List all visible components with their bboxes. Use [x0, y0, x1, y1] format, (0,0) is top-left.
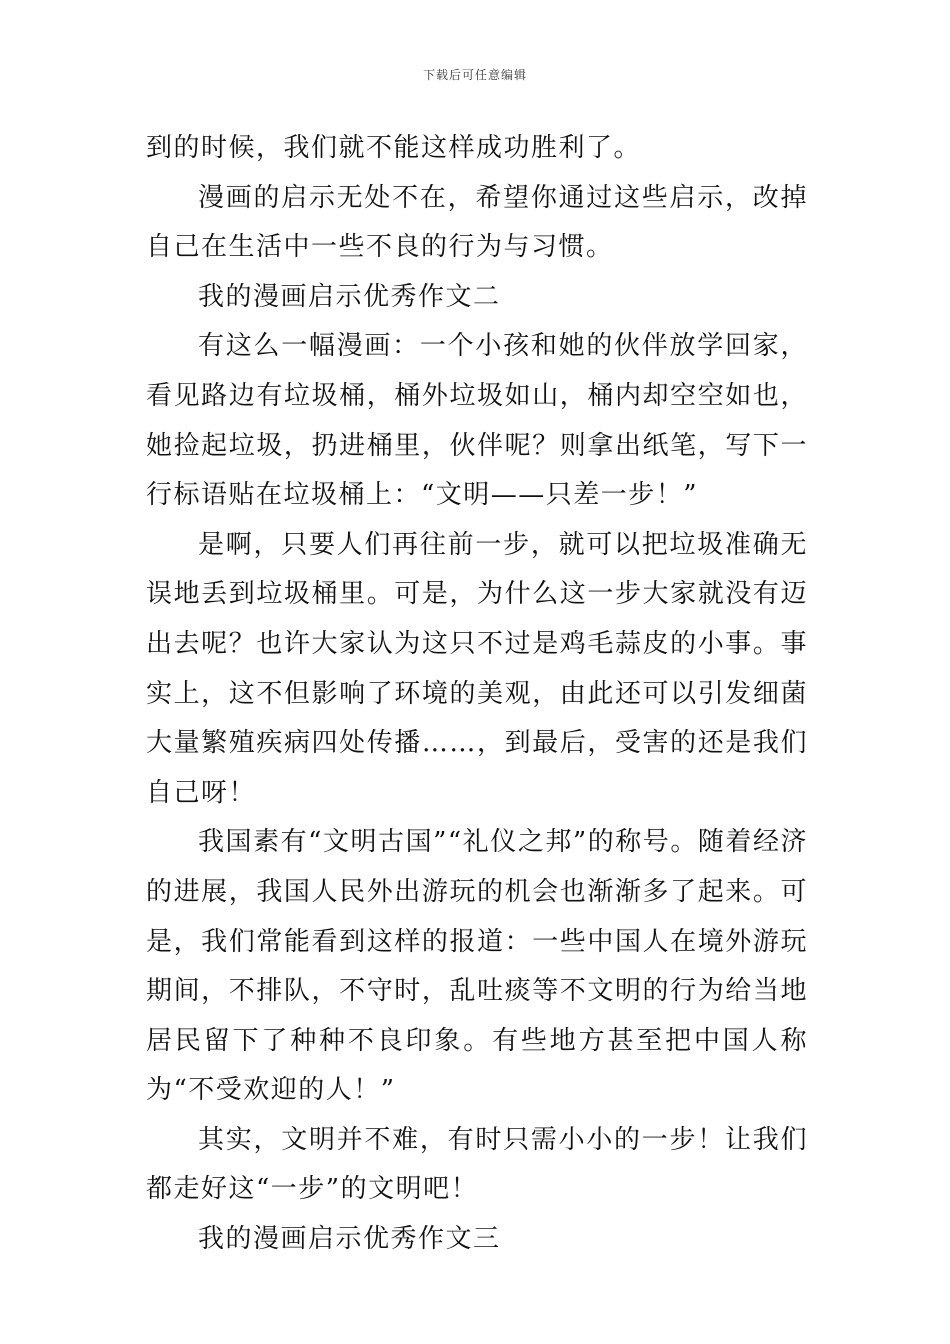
document-body — [146, 124, 808, 1265]
paragraph-6: 其实，文明并不难，有时只需小小的一步！让我们都走好这“一步”的文明吧！ — [146, 1124, 808, 1205]
paragraph-2: 漫画的启示无处不在，希望你通过这些启示，改掉自己在生活中一些不良的行为与习惯。 — [146, 182, 808, 263]
page-header: 下载后可任意编辑 — [422, 68, 527, 82]
paragraph-5: 我国素有“文明古国”“礼仪之邦”的称号。随着经济的进展，我国人民外出游玩的机会也渐渐多了起来。可是，我们常能看到这样的报道：一些中国人在境外游玩期间，不排队，不守时，乱吐痰等不文明的行为给当地居民留下了种种不良印象。有些地方甚至把中国人称为“不受欢迎的人！” — [146, 827, 808, 1106]
paragraph-4: 是啊，只要人们再往前一步，就可以把垃圾准确无误地丢到垃圾桶里。可是，为什么这一步大家就没有迈出去呢？也许大家认为这只不过是鸡毛蒜皮的小事。事实上，这不但影响了环境的美观，由此还可以引发细菌大量繁殖疾病四处传播……，到最后，受害的还是我们自己呀！ — [146, 529, 808, 808]
section-title-2: 我的漫画启示优秀作文二 — [198, 281, 501, 312]
paragraph-1: 到的时候，我们就不能这样成功胜利了。 — [146, 133, 642, 163]
paragraph-3: 有这么一幅漫画：一个小孩和她的伙伴放学回家，看见路边有垃圾桶，桶外垃圾如山，桶内却空空如也，她捡起垃圾，扔进桶里，伙伴呢？则拿出纸笔，写下一行标语贴在垃圾桶上：“文明——只差一步！” — [146, 331, 808, 511]
section-title-3: 我的漫画启示优秀作文三 — [198, 1224, 501, 1255]
